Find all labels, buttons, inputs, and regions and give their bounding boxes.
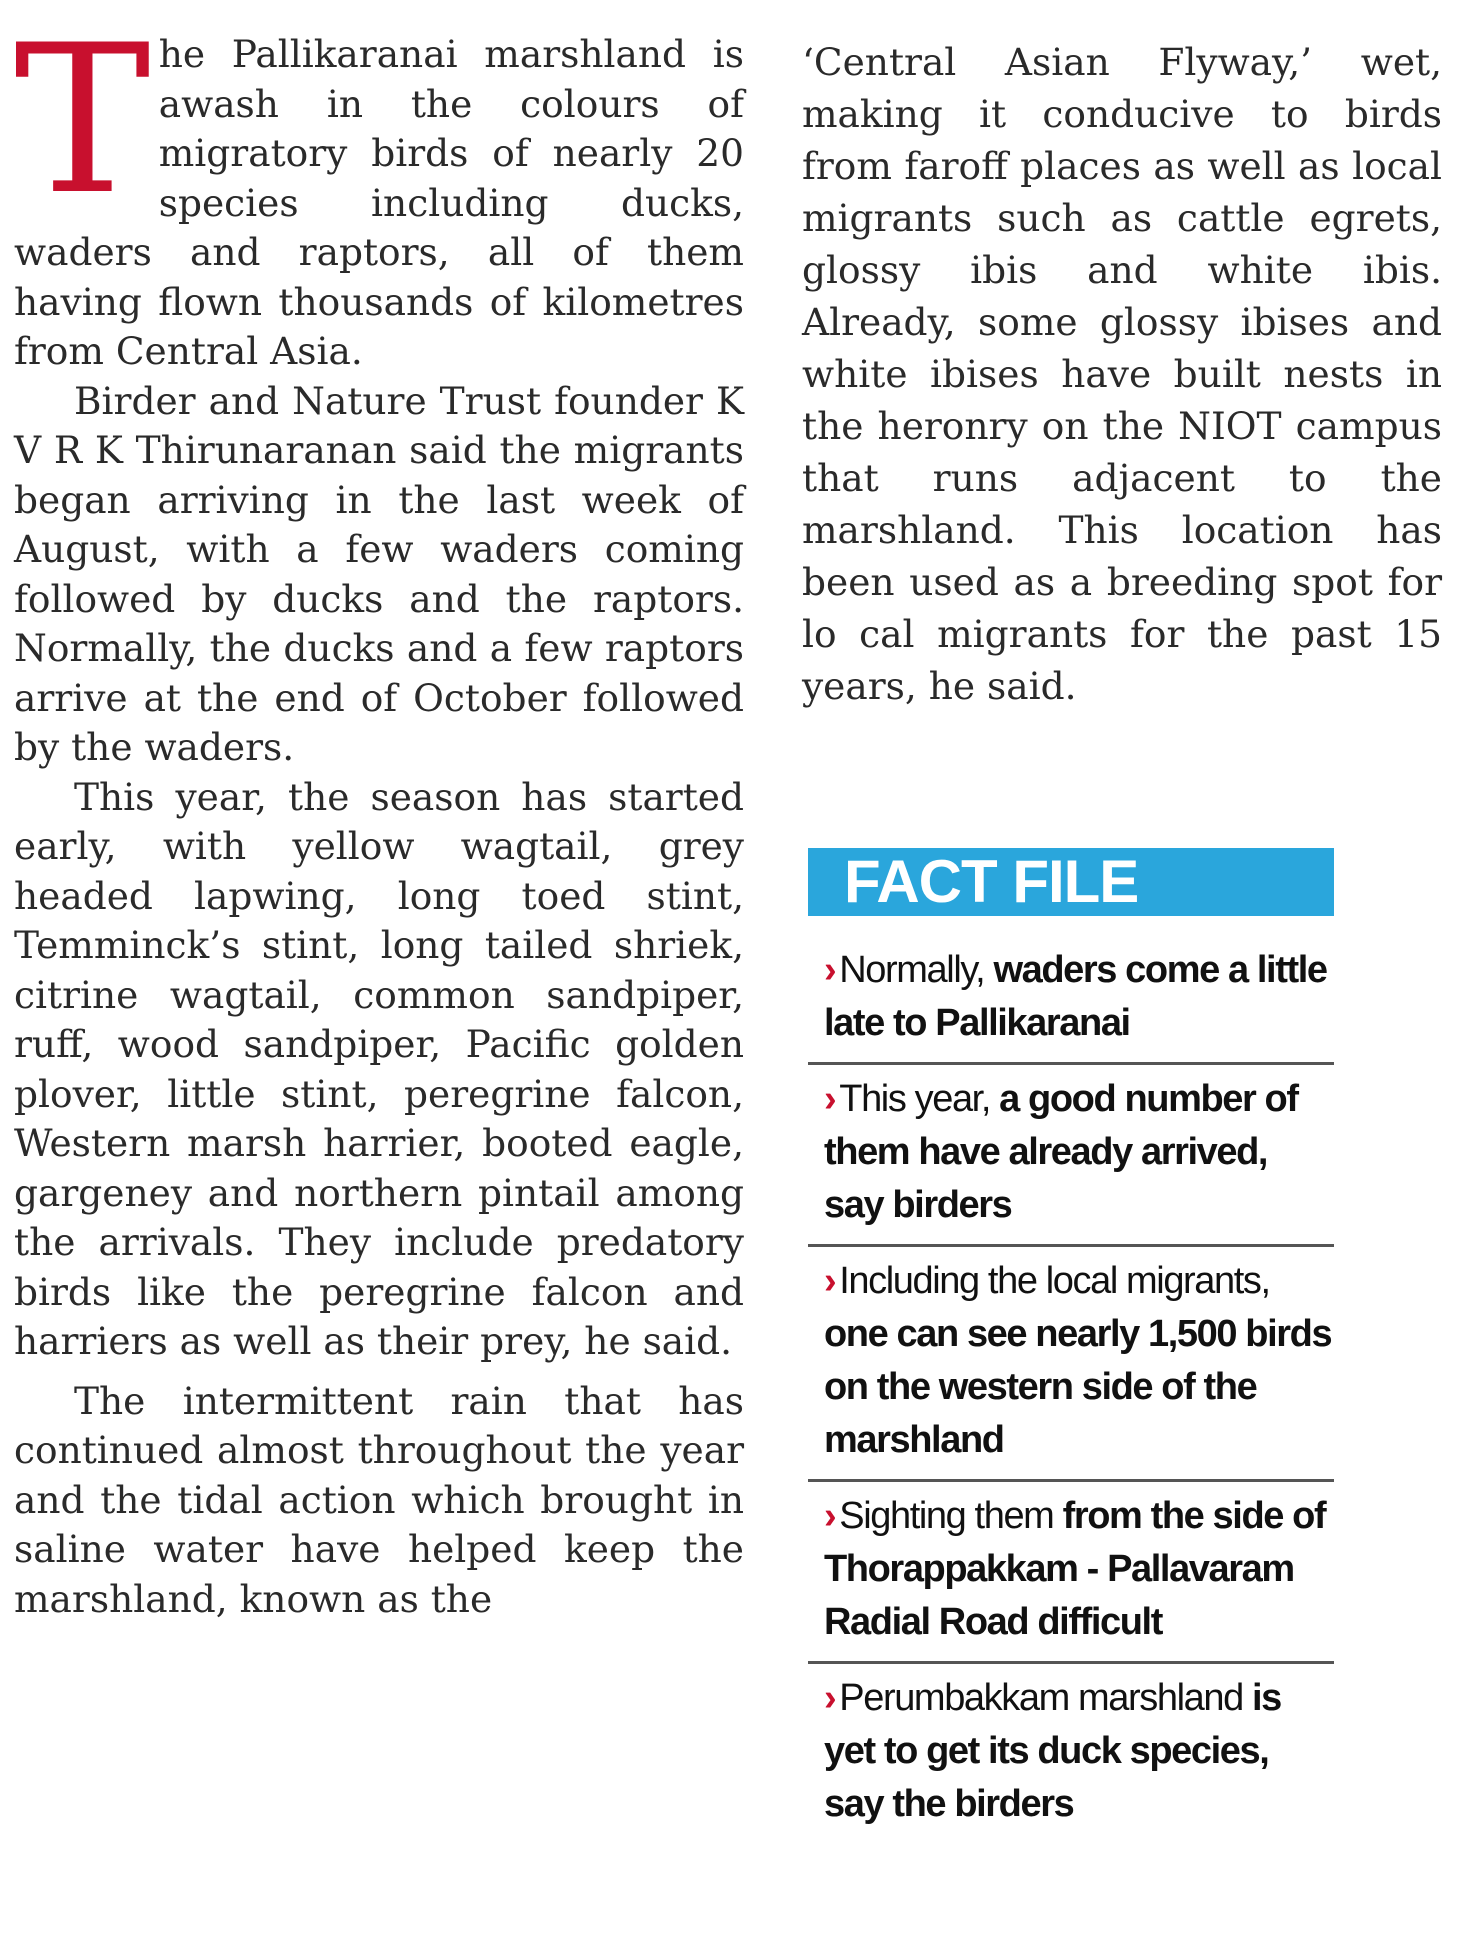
fact-file-list xyxy=(808,936,1334,1843)
drop-cap: T xyxy=(14,2,151,240)
paragraph-4: The intermittent rain that has continued almost throughout the year and the tidal action which brought in saline water have helped keep the marshland, known as the xyxy=(14,1378,744,1621)
fact-bold-text: waders come a little late to Pallikaranai xyxy=(824,949,1327,1044)
paragraph-continuation: ‘Central Asian Flyway,’ wet, making it conducive to birds from faroff places as well as local migrants such as cattle egrets, glossy ibis and white ibis. Already, some glossy ibises and white ibises have built nests in the heronry on the NIOT campus that runs adjacent to the marshland. This location has been used as a breeding spot for lo cal migrants for the past 15 years, he said. xyxy=(802,40,1442,708)
fact-normal-text: Perumbakkam marshland xyxy=(839,1677,1252,1719)
chevron-right-icon: › xyxy=(824,1260,836,1302)
fact-file-box xyxy=(808,848,1334,1843)
chevron-right-icon: › xyxy=(824,949,836,991)
chevron-right-icon: › xyxy=(824,1495,836,1537)
fact-bold-text: a good number of them have already arrived, say birders xyxy=(824,1078,1298,1226)
fact-bold-text: is yet to get its duck species, say the birders xyxy=(824,1677,1281,1825)
fact-file-item xyxy=(808,1065,1334,1247)
fact-normal-text: This year, xyxy=(839,1078,1000,1120)
fact-normal-text: Sighting them xyxy=(839,1495,1063,1537)
paragraph-3: This year, the season has started early, with yellow wagtail, grey headed lapwing, long toed stint, Temminck’s stint, long tailed shriek, citrine wagtail, common sandpiper, ruff, wood sandpiper, Pacific golden plover, little stint, peregrine falcon, Western marsh harrier, booted eagle, gargeney and northern pintail among the arrivals. They include predatory birds like the peregrine falcon and harriers as well as their prey, he said. xyxy=(14,774,744,1363)
chevron-right-icon: › xyxy=(824,1677,836,1719)
paragraph-2: Birder and Nature Trust founder K V R K Thirunaranan said the migrants began arriving in the last week of August, with a few waders coming followed by ducks and the raptors. Normally, the ducks and a few raptors arrive at the end of October followed by the waders. xyxy=(14,378,744,769)
fact-file-title: FACT FILE xyxy=(808,848,1334,916)
fact-file-item xyxy=(808,1247,1334,1482)
fact-file-item xyxy=(808,936,1334,1065)
fact-file-item xyxy=(808,1664,1334,1843)
fact-bold-text: one can see nearly 1,500 birds on the western side of the marshland xyxy=(824,1313,1332,1461)
fact-normal-text: Including the local migrants, xyxy=(839,1260,1270,1302)
fact-normal-text: Normally, xyxy=(839,949,994,991)
fact-bold-text: from the side of Thorappakkam - Pallavaram Radial Road difficult xyxy=(824,1495,1326,1643)
paragraph-1-text: he Pallikaranai marshland is awash in the colours of migratory birds of nearly 20 species including ducks, waders and raptors, all of them having flown thousands of kilometres from Central Asia. xyxy=(14,32,744,373)
chevron-right-icon: › xyxy=(824,1078,836,1120)
article-column-right xyxy=(802,36,1442,712)
paragraph-1 xyxy=(14,2,744,377)
fact-file-item xyxy=(808,1482,1334,1664)
article-column-left xyxy=(14,2,744,1624)
